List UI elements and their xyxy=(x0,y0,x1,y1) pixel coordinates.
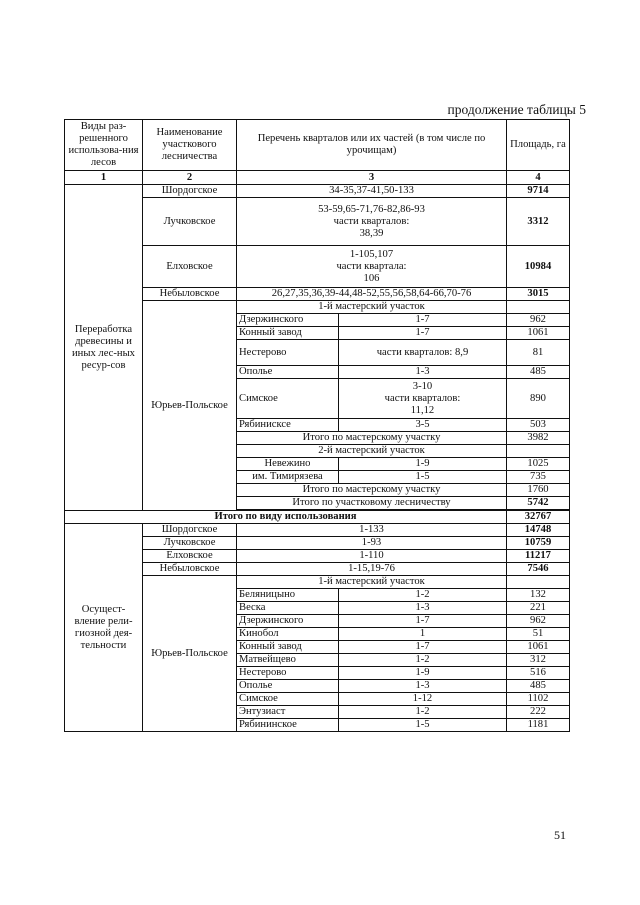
forestry-name-yuryev: Юрьев-Польское xyxy=(143,576,237,732)
header-area: Площадь, га xyxy=(507,120,570,171)
tract-name: Невежино xyxy=(237,458,339,471)
header-num-2: 2 xyxy=(143,171,237,185)
page-number: 51 xyxy=(554,828,566,842)
quarter-list: части кварталов: 8,9 xyxy=(339,340,507,366)
tract-name: Кинобол xyxy=(237,628,339,641)
tract-name: Веска xyxy=(237,602,339,615)
quarter-list: 1-5 xyxy=(339,719,507,732)
area-value: 485 xyxy=(507,366,570,379)
forestry-total-value: 5742 xyxy=(507,497,570,510)
area-value: 1102 xyxy=(507,693,570,706)
quarter-list: 1-3 xyxy=(339,602,507,615)
master-section-title: 1-й мастерский участок xyxy=(237,576,507,589)
use-total-value: 32767 xyxy=(507,511,570,524)
forestry-name: Лучковское xyxy=(143,537,237,550)
tract-name: Ополье xyxy=(237,366,339,379)
tract-name: им. Тимирязева xyxy=(237,471,339,484)
quarter-list: 1-3 xyxy=(339,680,507,693)
quarter-list: 1-2 xyxy=(339,654,507,667)
area-value: 11217 xyxy=(507,550,570,563)
tract-name: Энтузиаст xyxy=(237,706,339,719)
tract-name: Ополье xyxy=(237,680,339,693)
use-type-religious: Осущест-вление рели-гиозной дея-тельности xyxy=(65,524,143,732)
quarter-list: 1-105,107 части квартала: 106 xyxy=(237,246,507,288)
area-value: 735 xyxy=(507,471,570,484)
header-quarter-list: Перечень кварталов или их частей (в том числе по урочищам) xyxy=(237,120,507,171)
tract-name: Нестерово xyxy=(237,667,339,680)
tract-name: Беляницыно xyxy=(237,589,339,602)
master-total-label: Итого по мастерскому участку xyxy=(237,484,507,497)
tract-name: Дзержинского xyxy=(237,615,339,628)
quarter-list: 1-15,19-76 xyxy=(237,563,507,576)
forestry-name: Шордогское xyxy=(143,185,237,198)
quarter-list: 1-5 xyxy=(339,471,507,484)
tract-name: Нестерово xyxy=(237,340,339,366)
header-use-type: Виды раз-решенного использова-ния лесов xyxy=(65,120,143,171)
area-value: 962 xyxy=(507,314,570,327)
area-value: 7546 xyxy=(507,563,570,576)
area-value: 51 xyxy=(507,628,570,641)
area-value: 312 xyxy=(507,654,570,667)
tract-name: Рябинисксе xyxy=(237,419,339,432)
forestry-name: Лучковское xyxy=(143,198,237,246)
forestry-name: Елховское xyxy=(143,550,237,563)
empty-cell xyxy=(507,445,570,458)
area-value: 3015 xyxy=(507,288,570,301)
use-total-label: Итого по виду использования xyxy=(65,511,507,524)
tract-name: Дзержинского xyxy=(237,314,339,327)
forestry-name: Елховское xyxy=(143,246,237,288)
quarter-list: 1-7 xyxy=(339,615,507,628)
forestry-total-label: Итого по участковому лесничеству xyxy=(237,497,507,510)
tract-name: Матвейщево xyxy=(237,654,339,667)
forestry-name: Шордогское xyxy=(143,524,237,537)
quarter-list: 1-7 xyxy=(339,641,507,654)
quarter-list: 1-110 xyxy=(237,550,507,563)
area-value: 1181 xyxy=(507,719,570,732)
area-value: 1061 xyxy=(507,327,570,340)
area-value: 222 xyxy=(507,706,570,719)
area-value: 132 xyxy=(507,589,570,602)
area-value: 503 xyxy=(507,419,570,432)
empty-cell xyxy=(507,576,570,589)
quarter-list: 3-5 xyxy=(339,419,507,432)
quarter-list: 1-3 xyxy=(339,366,507,379)
master-section-title: 1-й мастерский участок xyxy=(237,301,507,314)
area-value: 3312 xyxy=(507,198,570,246)
empty-cell xyxy=(507,301,570,314)
forestry-name: Небыловское xyxy=(143,288,237,301)
area-value: 890 xyxy=(507,379,570,419)
quarter-list: 1-9 xyxy=(339,458,507,471)
quarter-list: 1-93 xyxy=(237,537,507,550)
forest-use-table xyxy=(64,119,570,732)
quarter-list: 53-59,65-71,76-82,86-93 части кварталов: 38,39 xyxy=(237,198,507,246)
header-num-4: 4 xyxy=(507,171,570,185)
quarter-list: 1 xyxy=(339,628,507,641)
use-type-processing: Переработка древесины и иных лес-ных ресур-сов xyxy=(65,185,143,511)
header-num-1: 1 xyxy=(65,171,143,185)
quarter-list: 1-7 xyxy=(339,327,507,340)
tract-name: Конный завод xyxy=(237,641,339,654)
forestry-name-yuryev: Юрьев-Польское xyxy=(143,301,237,511)
tract-name: Конный завод xyxy=(237,327,339,340)
forestry-name: Небыловское xyxy=(143,563,237,576)
quarter-list: 1-133 xyxy=(237,524,507,537)
quarter-list: 3-10 части кварталов: 11,12 xyxy=(339,379,507,419)
area-value: 485 xyxy=(507,680,570,693)
table-caption: продолжение таблицы 5 xyxy=(447,102,586,117)
master-total-value: 3982 xyxy=(507,432,570,445)
master-section-title: 2-й мастерский участок xyxy=(237,445,507,458)
tract-name: Рябининское xyxy=(237,719,339,732)
quarter-list: 1-9 xyxy=(339,667,507,680)
quarter-list: 1-12 xyxy=(339,693,507,706)
area-value: 1061 xyxy=(507,641,570,654)
area-value: 10984 xyxy=(507,246,570,288)
tract-name: Симское xyxy=(237,379,339,419)
area-value: 14748 xyxy=(507,524,570,537)
quarter-list: 26,27,35,36,39-44,48-52,55,56,58,64-66,70-76 xyxy=(237,288,507,301)
area-value: 10759 xyxy=(507,537,570,550)
quarter-list: 1-2 xyxy=(339,706,507,719)
area-value: 221 xyxy=(507,602,570,615)
header-forestry-name: Наименование участкового лесничества xyxy=(143,120,237,171)
area-value: 516 xyxy=(507,667,570,680)
area-value: 962 xyxy=(507,615,570,628)
quarter-list: 1-7 xyxy=(339,314,507,327)
tract-name: Симское xyxy=(237,693,339,706)
master-total-value: 1760 xyxy=(507,484,570,497)
quarter-list: 1-2 xyxy=(339,589,507,602)
area-value: 1025 xyxy=(507,458,570,471)
area-value: 9714 xyxy=(507,185,570,198)
master-total-label: Итого по мастерскому участку xyxy=(237,432,507,445)
quarter-list: 34-35,37-41,50-133 xyxy=(237,185,507,198)
header-num-3: 3 xyxy=(237,171,507,185)
area-value: 81 xyxy=(507,340,570,366)
